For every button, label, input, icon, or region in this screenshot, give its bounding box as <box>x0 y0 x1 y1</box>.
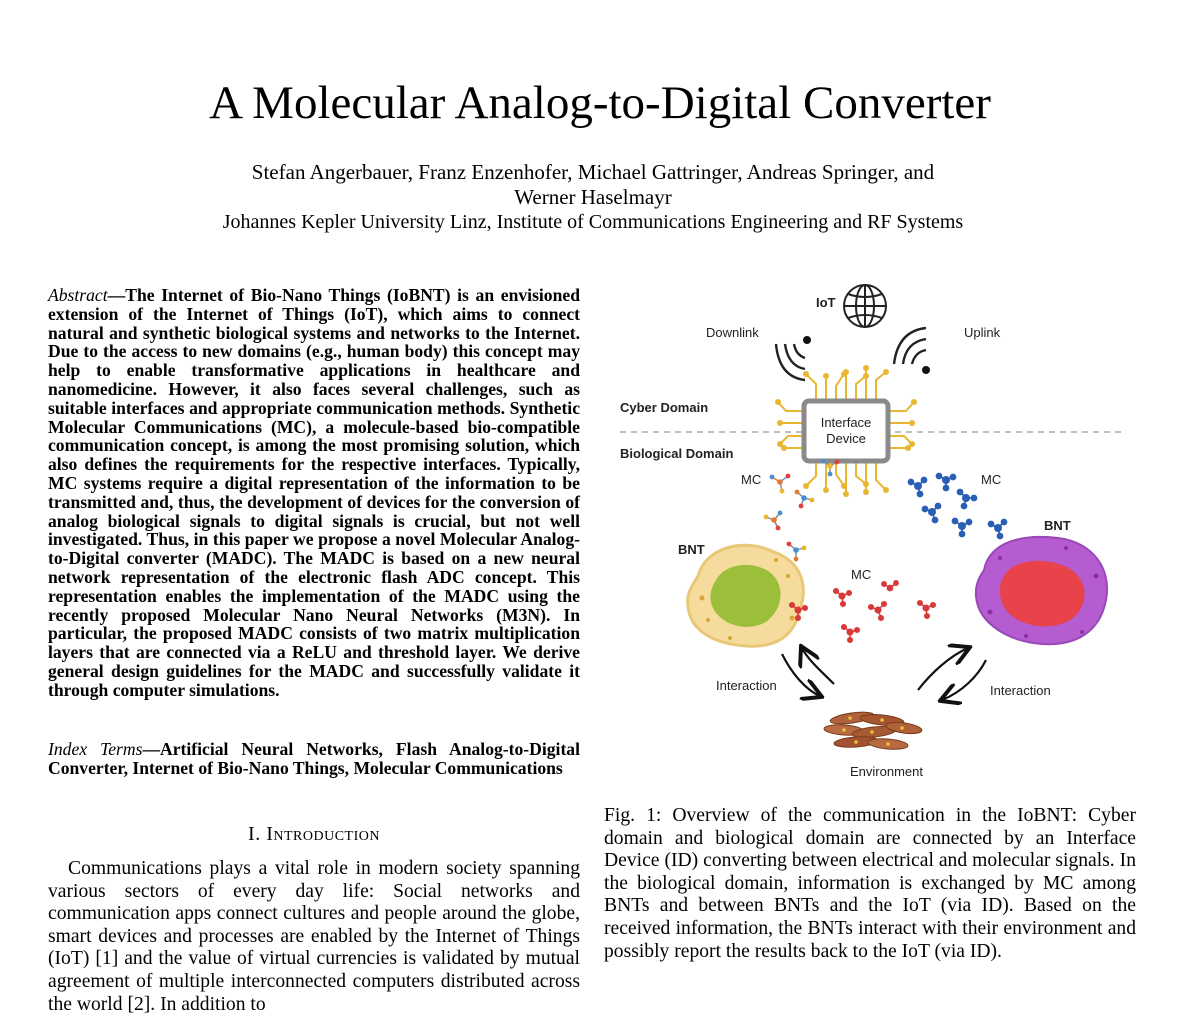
uplink-wave-icon <box>894 328 930 374</box>
environment-tissue-icon <box>824 710 923 751</box>
author-list <box>150 160 1036 210</box>
mc-molecules-left <box>764 459 840 562</box>
interaction-label-right: Interaction <box>990 683 1051 698</box>
iobnt-diagram <box>606 276 1136 786</box>
section-title: Introduction <box>266 823 380 845</box>
interface-device-chip <box>775 365 917 497</box>
mc-label-center: MC <box>851 567 872 582</box>
bnt-label-right: BNT <box>1044 518 1071 533</box>
section-number: I. <box>248 823 261 845</box>
environment-label: Environment <box>850 764 923 779</box>
abstract-lead: Abstract <box>48 285 108 305</box>
index-terms <box>48 740 580 778</box>
uplink-label: Uplink <box>964 325 1001 340</box>
bnt-label-left: BNT <box>678 542 705 557</box>
interaction-arrows <box>782 648 986 700</box>
abstract <box>48 286 580 700</box>
biological-domain-label: Biological Domain <box>620 446 734 461</box>
authors-line-1: Stefan Angerbauer, Franz Enzenhofer, Michael Gattringer, Andreas Springer, and <box>251 160 935 184</box>
figure-1 <box>606 276 1136 786</box>
arrow-right-down <box>942 660 986 700</box>
affiliation: Johannes Kepler University Linz, Institute of Communications Engineering and RF Systems <box>222 211 964 233</box>
authors-line-2: Werner Haselmayr <box>514 185 672 209</box>
mc-label-right: MC <box>981 472 1002 487</box>
mc-molecules-center <box>790 581 936 643</box>
interaction-label-left: Interaction <box>716 678 777 693</box>
interface-label-2: Device <box>826 431 866 446</box>
section-heading <box>48 822 580 846</box>
globe-icon <box>844 285 886 327</box>
downlink-label: Downlink <box>706 325 759 340</box>
abstract-text: —The Internet of Bio-Nano Things (IoBNT) is an envisioned extension of the Internet of Things (IoT), which aims to connect natural and synthetic biological systems and networks to the Internet. Due to the access to new domains (e.g., human body) this concept may help to enable transformative applications in healthcare and nanomedicine. However, it also faces several challenges, such as suitable interfaces and appropriate communication methods. Synthetic Molecular Communications (MC), a molecule-based bio-compatible communication concept, is among the most promising solution, which also defines the requirements for the respective interfaces. Typically, MC systems require a digital representation of the information to be transmitted and, thus, the development of devices for the conversion of analog biological signals to digital signals is crucial, but not well investigated. Thus, in this paper we propose a novel Molecular Analog-to-Digital converter (MADC). The MADC is based on a new neural network representation of the electronic flash ADC concept. This representation enables the implementation of the MADC using the recently proposed Molecular Nano Neural Networks (M3N). In particular, the proposed MADC consists of two matrix multiplication layers that are connected via a ReLU and threshold layer. We derive general design guidelines for the MADC and successfully validate it through computer simulations. <box>48 285 580 700</box>
index-terms-lead: Index Terms <box>48 739 143 759</box>
bnt-cell-left <box>688 545 804 646</box>
bnt-cell-right <box>976 537 1107 644</box>
cyber-domain-label: Cyber Domain <box>620 400 709 415</box>
mc-label-left: MC <box>741 472 762 487</box>
paper-title: A Molecular Analog-to-Digital Converter <box>209 77 991 129</box>
arrow-right-up <box>918 648 968 690</box>
iot-label: IoT <box>816 295 836 310</box>
figure-caption: Fig. 1: Overview of the communication in the IoBNT: Cyber domain and biological domain are connected by an Interface Device (ID) converting between electrical and molecular signals. In the biological domain, information is exchanged by MC among BNTs and between BNTs and the IoT (via ID). Based on the received information, the BNTs interact with their environment and possibly report the results back to the IoT (via ID). <box>604 805 1136 962</box>
index-terms-text: —Artificial Neural Networks, Flash Analog-to-Digital Converter, Internet of Bio-Nano Things, Molecular Communications <box>48 739 580 778</box>
interface-label-1: Interface <box>820 415 872 430</box>
intro-paragraph: Communications plays a vital role in modern society spanning various sectors of every day life: Social networks and communication apps connect cultures and people around the globe, smart devices and processes are enabled by the Internet of Things (IoT) [1] and the value of virtual currencies is validated by mutual agreement of multiple interconnected computers distributed across the world [2]. In addition to <box>48 858 580 1015</box>
arrow-left-up <box>802 648 834 684</box>
arrow-left-down <box>782 654 820 696</box>
